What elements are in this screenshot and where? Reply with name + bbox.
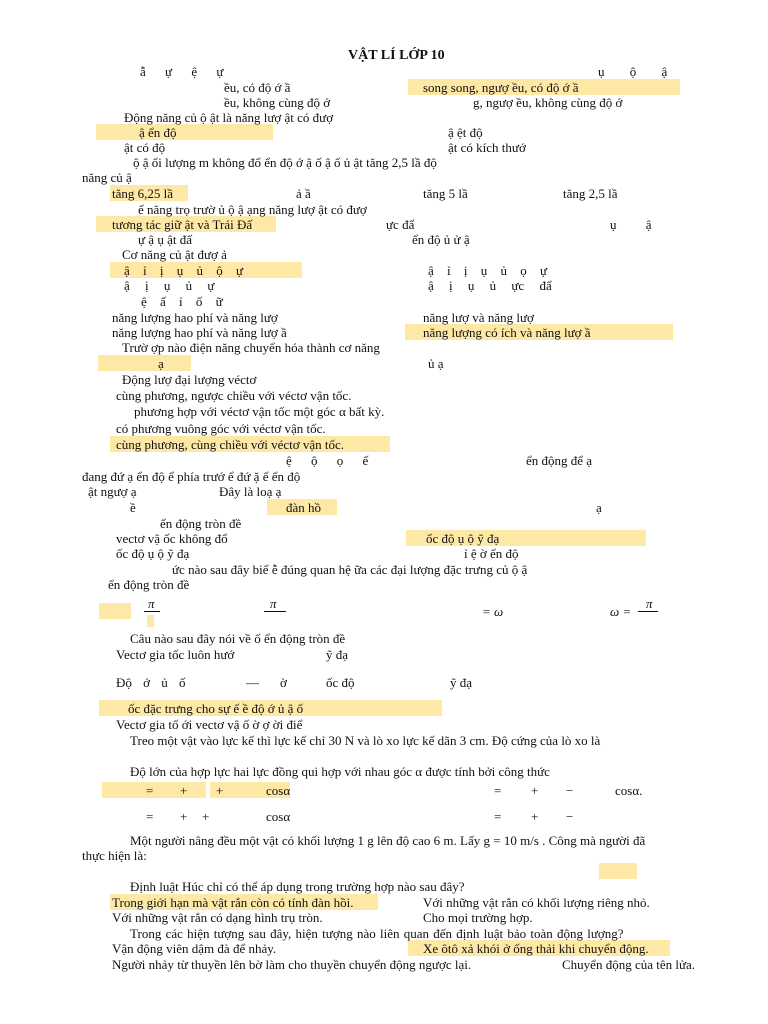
q9-line-3b: Đây là loạ ạ (219, 484, 282, 499)
q14-a-plus-2: + (216, 783, 224, 798)
q9-fragment-2: ển động để ạ (526, 453, 593, 468)
q14-c-plus-1: + (180, 809, 188, 824)
highlight-q11-a (99, 603, 131, 619)
q14-a-plus-1: + (180, 783, 188, 798)
q7-option-a: ạ (158, 356, 164, 371)
q16-option-a: Trong giới hạn mà vật rắn còn có tính đàn hồi. (112, 895, 354, 910)
q3-option-a: tăng 6,25 lầ (112, 186, 174, 201)
q4-option-d-2: ển độ ủ ử ậ (412, 232, 470, 247)
q9-line-4a: ề (130, 500, 136, 515)
q14-d-eq: = (494, 809, 502, 824)
q4-option-b: ực đẩ (386, 217, 415, 232)
q11-equation-3: = ω (482, 604, 504, 619)
q1-option-c: ều, không cùng độ ớ (224, 95, 331, 110)
q16-option-c: Với những vật rắn có dạng hình trụ tròn. (112, 910, 323, 925)
q16-option-d: Cho mọi trường hợp. (423, 910, 533, 925)
q12-option-b-1: Độ ớ ủ ố (116, 675, 186, 690)
q7-stem: Trườ ợp nào điện năng chuyển hóa thành cơ năng (122, 340, 380, 355)
q3-option-b: ả ầ (296, 186, 311, 201)
q10-option-b: ốc độ ụ ộ ỹ đạ (426, 531, 500, 546)
q11-fraction-4-numerator: π (646, 596, 653, 611)
q16-stem: Định luật Húc chỉ có thể áp dụng trong trường hợp nào sau đây? (130, 879, 465, 894)
q4-option-d-1: ự ậ ụ ật đấ (138, 232, 192, 247)
q13-stem: Treo một vật vào lực kế thì lực kế chỉ 30 N và lò xo lực kế dãn 3 cm. Độ cứng của lò xo là (130, 733, 601, 748)
q9-option-highlight: đàn hồ (286, 500, 322, 515)
q12-option-d: Vectơ gia tố ới vectơ vậ ố ờ ợ ời điể (116, 717, 303, 732)
q17-stem: Trong các hiện tượng sau đây, hiện tượng nào liên quan đến định luật bảo toàn động lượng? (130, 926, 624, 941)
q6-option-d: năng lượng có ích và năng lượ ầ (423, 325, 591, 340)
q5-option-b: ậ ỉ ị ụ ủ ọ ự (428, 263, 548, 278)
q2-option-d: ật có kích thướ (448, 140, 526, 155)
q10-option-d: ỉ ệ ờ ển độ (464, 546, 519, 561)
q3-option-d: tăng 2,5 lầ (563, 186, 618, 201)
q10-option-c: ốc độ ụ ộ ỹ đạ (116, 546, 190, 561)
q14-b-eq: = (494, 783, 502, 798)
q11-fraction-4-bar (638, 611, 658, 612)
q5-option-a: ậ ỉ ị ụ ủ ộ ự (124, 263, 244, 278)
highlight-q7-a (98, 355, 191, 371)
q12-option-b-5: ỹ đạ (450, 675, 473, 690)
q14-d-plus: + (531, 809, 539, 824)
q1-option-d: g, ngượ ều, không cùng độ ớ (473, 95, 623, 110)
q2-stem: Động năng củ ộ ật là năng lượ ật có đượ (124, 110, 334, 125)
q2-option-c: ật có độ (124, 140, 166, 155)
q10-stem: ển động tròn đề (160, 516, 242, 531)
q17-option-c: Người nhảy từ thuyền lên bờ làm cho thuyền chuyển động ngược lại. (112, 957, 472, 972)
q6-option-b: năng lượ và năng lượ (423, 310, 534, 325)
q17-option-a: Vận động viên dậm đà để nhảy. (112, 941, 277, 956)
q14-c-plus-2: + (202, 809, 210, 824)
q12-option-b-4: ốc độ (326, 675, 355, 690)
q17-option-b: Xe ôtô xả khói ở ống thải khi chuyển động. (423, 941, 649, 956)
q1-fragment-b: ụ ộ ậ (598, 64, 668, 79)
q9-fragment-1: ệ ộ ọ ế (286, 453, 369, 468)
q3-option-c: tăng 5 lầ (423, 186, 468, 201)
q11-fraction-2-bar (264, 611, 286, 612)
q12-option-a-2: ỹ đạ (326, 647, 349, 662)
highlight-q11-b (147, 615, 154, 627)
q14-b-plus: + (531, 783, 539, 798)
q8-option-d: cùng phương, cùng chiều với véctơ vận tốc. (116, 437, 345, 452)
q11-fraction-1-bar (144, 611, 160, 612)
q12-option-c: ốc đặc trưng cho sự ế ề độ ớ ủ ậ ố (128, 701, 304, 716)
q12-option-b-2: — (246, 675, 259, 690)
highlight-q15 (599, 863, 637, 879)
q15-stem-line-2: thực hiện là: (82, 848, 147, 863)
q14-b-minus: − (566, 783, 574, 798)
q9-line-4c: ạ (596, 500, 602, 515)
q9-line-2: đang đứ ạ ển độ ể phía trướ ể đứ ặ ể ển độ (82, 469, 301, 484)
q3-stem-line-1: ộ ậ ối lượng m không đổ ển độ ớ ậ ố ậ ố ủ ật tăng 2,5 lầ độ (133, 155, 437, 170)
q8-option-b: phương hợp với véctơ vận tốc một góc α bất kỳ. (134, 404, 385, 419)
q11-stem-line-2: ển động tròn đề (108, 577, 190, 592)
q5-stem: Cơ năng củ ật đượ ả (122, 247, 227, 262)
highlight-q14-a (102, 782, 206, 798)
q4-option-c: ụ ậ (610, 217, 652, 232)
q14-stem: Độ lớn của hợp lực hai lực đồng qui hợp với nhau góc α được tính bởi công thức (130, 764, 550, 779)
q11-stem-line-1: ức nào sau đây biể ễ đúng quan hệ ữa các đại lượng đặc trưng củ ộ ậ (172, 562, 528, 577)
q14-a-cos: cosα (266, 783, 291, 798)
q17-option-d: Chuyển động của tên lửa. (562, 957, 696, 972)
q10-option-a: vectơ vậ ốc không đổ (116, 531, 228, 546)
q11-fraction-1-numerator: π (148, 596, 155, 611)
q16-option-b: Với những vật rắn có khối lượng riêng nhỏ. (423, 895, 650, 910)
q8-stem: Động lượ đại lượng véctơ (122, 372, 257, 387)
q5-option-c: ậ ị ụ ủ ự (124, 278, 215, 293)
q14-b-cos: cosα. (615, 783, 643, 798)
q1-fragment-a: ẫ ự ệ ự (140, 64, 224, 79)
q6-option-c: năng lượng hao phí và năng lượ ầ (112, 325, 287, 340)
q12-option-a: Vectơ gia tốc luôn hướ (116, 647, 235, 662)
q1-option-a: ều, có độ ớ ầ (224, 80, 291, 95)
page-title: VẬT LÍ LỚP 10 (348, 48, 445, 63)
q12-stem: Câu nào sau đây nói về ố ển động tròn đề (130, 631, 346, 646)
q2-option-a: ậ ển độ (139, 125, 177, 140)
q8-option-c: có phương vuông góc với véctơ vận tốc. (116, 421, 326, 436)
q14-c-eq: = (146, 809, 154, 824)
q14-a-eq: = (146, 783, 154, 798)
q2-option-b: ậ ệt độ (448, 125, 483, 140)
q5-option-d: ậ ị ụ ủ ực đẩ (428, 278, 552, 293)
highlight-q2-a (96, 124, 273, 140)
q4-stem: ế năng trọ trườ ủ ộ ậ ạng năng lượ ật có đượ (138, 202, 367, 217)
q14-d-minus: − (566, 809, 574, 824)
q15-stem-line-1: Một người nâng đều một vật có khối lượng 1 g lên độ cao 6 m. Lấy g = 10 m/s . Công mà người đã (130, 833, 646, 848)
q4-option-a: tương tác giữ ật và Trái Đấ (112, 217, 253, 232)
q3-stem-line-2: năng củ ậ (82, 170, 132, 185)
q12-option-b-3: ờ (280, 675, 287, 690)
q7-option-b: ủ ạ (428, 356, 444, 371)
q11-fraction-2-numerator: π (270, 596, 277, 611)
q9-line-3a: ật ngượ ạ (88, 484, 137, 499)
q11-equation-4: ω = (610, 604, 632, 619)
q1-option-b: song song, ngượ ều, có độ ớ ầ (423, 80, 579, 95)
q5-option-e: ệ ấ ỉ ố ữ (141, 294, 223, 309)
q14-c-cos: cosα (266, 809, 291, 824)
q8-option-a: cùng phương, ngược chiều với véctơ vận tốc. (116, 388, 352, 403)
q6-option-a: năng lượng hao phí và năng lượ (112, 310, 278, 325)
